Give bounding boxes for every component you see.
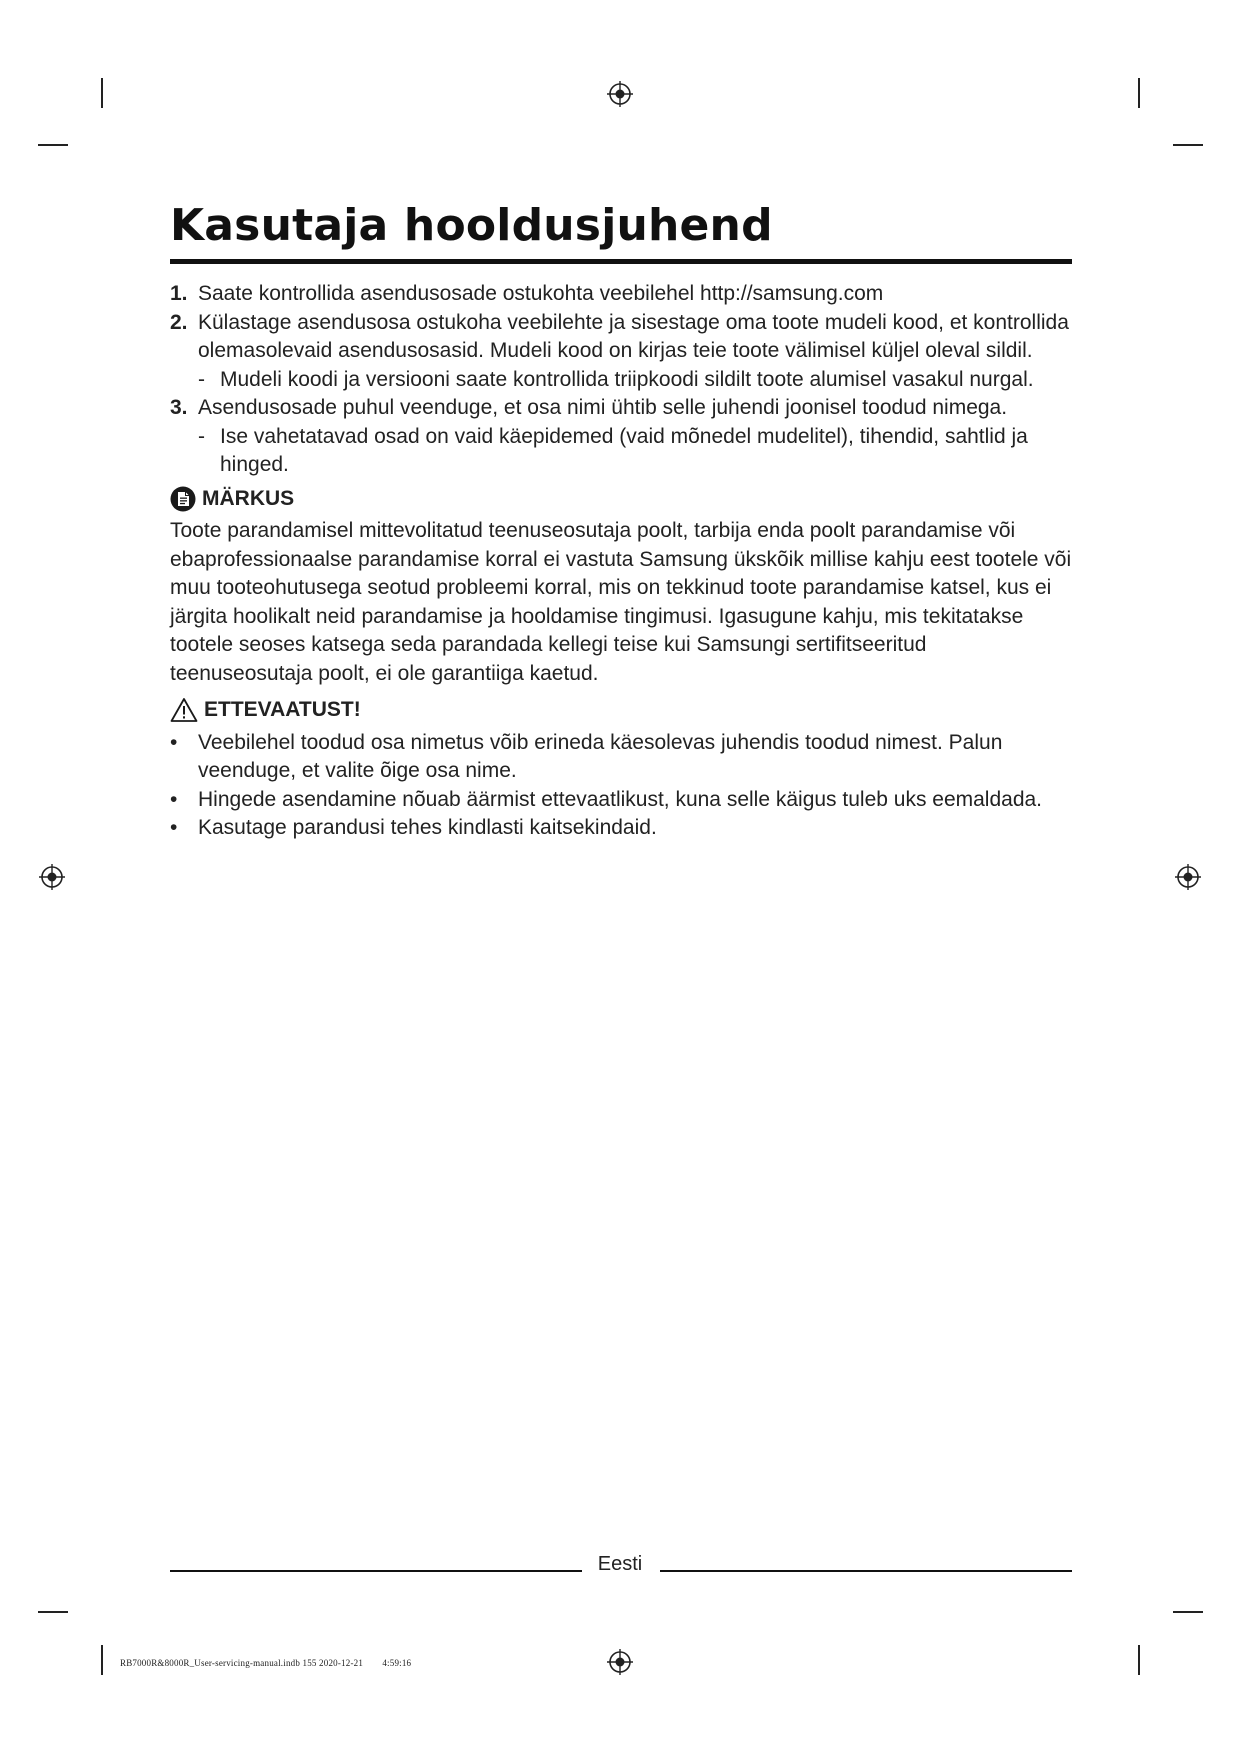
caution-bullet [170, 729, 1072, 786]
step-number: 2. [170, 310, 188, 334]
dash-marker: - [198, 424, 205, 448]
bullet-text: Veebilehel toodud osa nimetus võib erineda käesolevas juhendis toodud nimest. Palun veenduge, et valite õige osa nime. [198, 730, 1003, 782]
bullet-marker: • [170, 730, 178, 754]
print-slug: RB7000R&8000R_User-servicing-manual.indb 155 2020-12-21 ￿￿ 4:59:16 [120, 1658, 412, 1668]
step-text: Saate kontrollida asendusosade ostukohta veebilehel http://samsung.com [198, 282, 884, 305]
main-content [170, 280, 1072, 843]
footer-language: Eesti [597, 1553, 643, 1575]
title-rule [170, 259, 1072, 264]
page-title: Kasutaja hooldusjuhend [170, 200, 773, 251]
registration-mark-icon [607, 1649, 633, 1675]
crop-mark [1138, 1645, 1140, 1675]
warning-icon [170, 697, 198, 723]
bullet-text: Kasutage parandusi tehes kindlasti kaitsekindaid. [198, 816, 657, 839]
note-heading-label: MÄRKUS [202, 486, 295, 510]
dash-marker: - [198, 367, 205, 391]
step-number: 1. [170, 282, 188, 305]
crop-mark [38, 144, 68, 146]
crop-mark [1173, 1611, 1203, 1613]
crop-mark [101, 78, 103, 108]
step-3-subitem [170, 423, 1072, 480]
step-2 [170, 309, 1072, 366]
bullet-text: Hingede asendamine nõuab äärmist ettevaatlikust, kuna selle käigus tuleb uks eemaldada. [198, 787, 1043, 811]
caution-bullet [170, 814, 1072, 843]
registration-mark-icon [39, 864, 65, 890]
caution-heading [170, 696, 1072, 725]
note-icon [170, 486, 196, 512]
step-2-subitem [170, 366, 1072, 395]
caution-bullet [170, 786, 1072, 815]
caution-heading-label: ETTEVAATUST! [204, 698, 361, 721]
crop-mark [1138, 78, 1140, 108]
registration-mark-icon [607, 81, 633, 107]
crop-mark [101, 1645, 103, 1675]
step-number: 3. [170, 396, 188, 419]
footer-rule-right [660, 1570, 1072, 1572]
crop-mark [38, 1611, 68, 1613]
bullet-marker: • [170, 816, 178, 839]
step-3 [170, 394, 1072, 423]
crop-mark [1173, 144, 1203, 146]
step-text: Külastage asendusosa ostukoha veebilehte ja sisestage oma toote mudeli kood, et kontrollida olemasolevaid asendusosasid. Mudeli kood on kirjas teie toote välimisel küljel oleval sildil. [198, 310, 1069, 362]
subitem-text: Ise vahetatavad osad on vaid käepidemed (vaid mõnedel mudelitel), tihendid, sahtlid ja hinged. [220, 424, 1028, 476]
note-heading [170, 485, 1072, 514]
step-text: Asendusosade puhul veenduge, et osa nimi ühtib selle juhendi joonisel toodud nimega. [198, 396, 1008, 419]
note-text: Toote parandamisel mittevolitatud teenuseosutaja poolt, tarbija enda poolt parandamise või ebaprofessionaalse parandamise korral ei vastuta Samsung ükskõik millise kahju eest tootele või muu tooteohutusega seotud probleemi korral, mis on tekkinud toote parandamise katsel, kus ei järgita hoolikalt neid parandamise ja hooldamise tingimusi. Igasugune kahju, mis tekitatakse tootele seoses katsega seda parandada kellegi teise kui Samsungi sertifitseeritud teenuseosutaja poolt, ei ole garantiiga kaetud. [170, 519, 1072, 685]
subitem-text: Mudeli koodi ja versiooni saate kontrollida triipkoodi sildilt toote alumisel vasakul nurgal. [220, 367, 1034, 391]
bullet-marker: • [170, 787, 178, 811]
registration-mark-icon [1175, 864, 1201, 890]
footer-rule-left [170, 1570, 582, 1572]
step-1 [170, 280, 1072, 309]
